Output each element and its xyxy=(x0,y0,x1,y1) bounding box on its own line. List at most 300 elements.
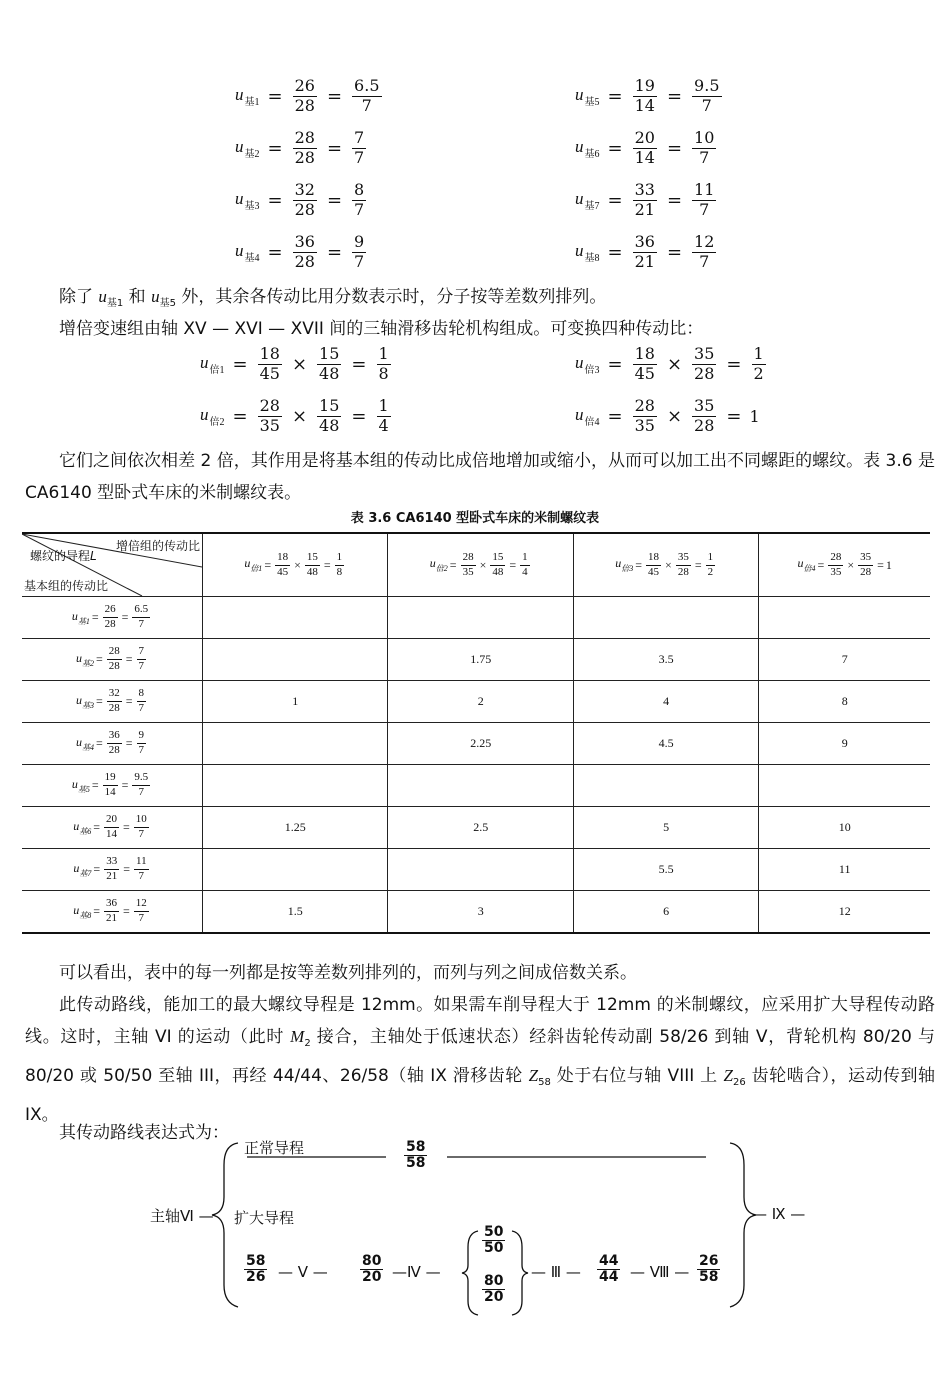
numerator: 28 xyxy=(634,396,655,415)
numerator: 32 xyxy=(294,180,315,199)
gear-fraction-50-50: 50 50 xyxy=(484,1224,504,1257)
equals-sign: = xyxy=(509,557,517,572)
denominator: 28 xyxy=(694,363,715,383)
denominator: 35 xyxy=(634,415,655,435)
table-row-header xyxy=(22,807,203,849)
numerator: 1 xyxy=(520,552,530,566)
equals-sign: = xyxy=(123,820,130,834)
denominator: 28 xyxy=(677,565,689,578)
fraction xyxy=(258,346,282,383)
table-cell: 12 xyxy=(759,891,930,934)
equals-sign: = xyxy=(694,557,702,572)
base-ratio-equation xyxy=(235,130,368,167)
equals-sign: = xyxy=(95,736,103,750)
numerator: 15 xyxy=(319,396,340,415)
table-fraction xyxy=(858,552,873,578)
equals-sign: = xyxy=(666,189,683,211)
numerator: 36 xyxy=(104,898,119,912)
ratio-subscript: 基2 xyxy=(244,148,260,160)
table-fraction xyxy=(104,856,119,882)
ratio-subscript: 倍1 xyxy=(250,564,263,573)
table-fraction xyxy=(107,688,122,714)
denominator: 4 xyxy=(522,565,528,578)
result-value: 1 xyxy=(885,557,892,572)
fraction xyxy=(633,130,657,167)
numerator: 26 xyxy=(103,604,118,618)
equals-sign: = xyxy=(607,189,623,211)
denominator: 7 xyxy=(138,702,145,714)
equals-sign: = xyxy=(121,778,129,792)
table-equation xyxy=(73,898,151,924)
times-sign: × xyxy=(479,557,487,572)
multiplier-ratio-equation xyxy=(575,398,760,435)
inner-left-brace xyxy=(462,1231,478,1315)
gear-fraction-80-20-a: 80 20 xyxy=(362,1253,382,1286)
ratio-symbol: $u_{基6}$ xyxy=(73,818,92,836)
fraction xyxy=(293,182,317,219)
numerator: 20 xyxy=(104,814,119,828)
denominator: 48 xyxy=(306,565,318,578)
equals-sign: = xyxy=(635,557,643,572)
ratio-subscript: 基1 xyxy=(77,616,90,626)
table-row-header xyxy=(22,639,203,681)
equals-sign: = xyxy=(607,85,623,107)
table-fraction xyxy=(335,552,345,578)
denominator: 28 xyxy=(294,95,315,115)
ratio-symbol: $u_{倍1}$ xyxy=(244,556,263,573)
table-header-cell xyxy=(759,533,930,597)
table-cell: 3 xyxy=(388,891,573,934)
denominator: 28 xyxy=(108,660,120,672)
ratio-symbol: $u_{基3}$ xyxy=(235,188,260,212)
ratio-subscript: 倍4 xyxy=(584,416,600,428)
corner-label-bottom: 基本组的传动比 xyxy=(24,579,109,593)
table-row xyxy=(22,891,930,934)
numerator: 7 xyxy=(137,646,147,660)
equals-sign: = xyxy=(232,353,248,375)
numerator: 7 xyxy=(354,128,365,147)
fraction xyxy=(317,346,341,383)
ratio-subscript: 倍1 xyxy=(209,364,225,376)
ratio-symbol: $u_{倍2}$ xyxy=(200,404,225,428)
table-fraction xyxy=(107,646,122,672)
table-row xyxy=(22,765,930,807)
equals-sign: = xyxy=(123,862,130,876)
times-sign: × xyxy=(294,557,301,572)
equals-sign: = xyxy=(666,137,683,159)
table-fraction xyxy=(107,730,122,756)
table-cell: 5 xyxy=(573,807,758,849)
fraction xyxy=(633,182,657,219)
table-cell xyxy=(388,597,573,639)
table-cell xyxy=(573,765,758,807)
equals-sign: = xyxy=(666,85,683,107)
fraction xyxy=(752,346,766,383)
equals-sign: = xyxy=(93,862,101,876)
gear-fraction-44-44: 44 44 xyxy=(599,1253,619,1286)
table-fraction xyxy=(137,646,147,672)
ratio-symbol: $u_{倍2}$ xyxy=(429,556,448,573)
ratio-subscript: 基2 xyxy=(81,658,94,668)
numerator: 35 xyxy=(676,552,691,566)
table-cell: 2.5 xyxy=(388,807,573,849)
denominator: 7 xyxy=(138,828,145,840)
table-fraction xyxy=(461,552,476,578)
equals-sign: = xyxy=(351,353,367,375)
table-cell xyxy=(203,765,388,807)
table-cell: 10 xyxy=(759,807,930,849)
table-equation xyxy=(615,552,717,578)
numerator: 26 xyxy=(294,76,315,95)
table-equation xyxy=(430,552,532,578)
ratio-subscript: 基7 xyxy=(79,868,92,878)
denominator: 2 xyxy=(753,363,764,383)
denominator: 35 xyxy=(830,565,842,578)
denominator: 28 xyxy=(108,702,120,714)
ratio-subscript: 基8 xyxy=(79,910,92,920)
paragraph-extended-path: 此传动路线，能加工的最大螺纹导程是 12mm。如果需车削导程大于 12mm 的米制螺纹，应采用扩大导程传动路线。这时，主轴 VI 的运动（此时 $M_2$ 接合，主轴处于低速状态）经斜齿轮传动副 58/26 到轴 V，背轮机构 80/20 与 80/20 或 50/50 至轴 III，再经 44/44、26/58（轴 IX 滑移齿轮 $Z_{58}$ 处于右位与轴 VIII 上 $Z_{26}$ 齿轮啮合），运动传到轴 IX。 xyxy=(25,995,935,1125)
fraction xyxy=(317,398,341,435)
normal-gear-fraction: 58 58 xyxy=(406,1139,426,1172)
fraction xyxy=(692,130,716,167)
denominator: 14 xyxy=(634,95,655,115)
numerator: 18 xyxy=(259,344,280,363)
ratio-symbol: $u_{倍3}$ xyxy=(615,556,634,573)
numerator: 9 xyxy=(354,232,365,251)
times-sign: × xyxy=(291,353,308,375)
table-cell xyxy=(759,765,930,807)
equals-sign: = xyxy=(91,610,99,624)
ratio-subscript: 基3 xyxy=(244,200,260,212)
shaft-v-label: — Ⅴ — xyxy=(278,1263,328,1281)
fraction xyxy=(352,78,381,115)
denominator: 45 xyxy=(259,363,280,383)
denominator: 45 xyxy=(277,565,289,578)
denominator: 45 xyxy=(648,565,660,578)
denominator: 14 xyxy=(634,147,655,167)
table-cell xyxy=(388,849,573,891)
ratio-subscript: 基5 xyxy=(584,96,600,108)
ratio-subscript: 倍2 xyxy=(209,416,225,428)
table-cell: 5.5 xyxy=(573,849,758,891)
table-fraction xyxy=(134,898,149,924)
denominator: 48 xyxy=(492,565,504,578)
denominator: 4 xyxy=(378,415,389,435)
equals-sign: = xyxy=(125,736,133,750)
table-cell: 4 xyxy=(573,681,758,723)
equals-sign: = xyxy=(607,353,623,375)
base-ratio-equation xyxy=(575,234,718,271)
table-fraction xyxy=(134,814,149,840)
table-row xyxy=(22,807,930,849)
denominator: 7 xyxy=(361,95,372,115)
ratio-subscript: 基6 xyxy=(79,826,92,836)
equals-sign: = xyxy=(121,610,129,624)
table-header-cell xyxy=(203,533,388,597)
ratio-subscript: 倍3 xyxy=(621,564,634,573)
equals-sign: = xyxy=(607,137,623,159)
ratio-subscript: 基1 xyxy=(244,96,260,108)
equals-sign: = xyxy=(726,405,742,427)
corner-label-symbol: L xyxy=(90,549,97,563)
result-value: 1 xyxy=(749,406,760,426)
times-sign: × xyxy=(666,405,683,427)
denominator: 35 xyxy=(259,415,280,435)
equals-sign: = xyxy=(607,405,623,427)
equals-sign: = xyxy=(93,820,100,834)
denominator: 7 xyxy=(138,786,145,798)
times-sign: × xyxy=(847,557,855,572)
numerator: 32 xyxy=(107,688,122,702)
numerator: 1 xyxy=(335,552,345,566)
numerator: 8 xyxy=(354,180,365,199)
inner-right-brace xyxy=(512,1231,528,1315)
numerator: 6.5 xyxy=(354,76,380,95)
equals-sign: = xyxy=(123,904,130,918)
denominator: 2 xyxy=(707,565,714,578)
numerator: 18 xyxy=(646,552,661,566)
equals-sign: = xyxy=(877,557,884,572)
fraction xyxy=(692,182,716,219)
ratio-subscript: 基6 xyxy=(584,148,600,160)
equals-sign: = xyxy=(125,694,133,708)
gear-fraction-80-20-b: 80 20 xyxy=(484,1273,504,1306)
fraction xyxy=(293,78,317,115)
table-cell: 3.5 xyxy=(573,639,758,681)
base-ratio-equation xyxy=(235,78,384,115)
numerator: 15 xyxy=(490,552,505,566)
denominator: 7 xyxy=(699,147,710,167)
table-cell: 9 xyxy=(759,723,930,765)
table-cell xyxy=(388,765,573,807)
fraction xyxy=(352,182,366,219)
equals-sign: = xyxy=(817,557,825,572)
table-row-header xyxy=(22,891,203,934)
table-equation xyxy=(76,688,148,714)
ratio-symbol: $u_{基6}$ xyxy=(575,136,600,160)
table-row-header xyxy=(22,597,203,639)
paragraph-observation: 可以看出，表中的每一列都是按等差数列排列的，而列与列之间成倍数关系。 xyxy=(59,963,637,983)
ratio-symbol: $u_{基3}$ xyxy=(75,692,94,710)
denominator: 35 xyxy=(462,565,474,578)
ratio-symbol: $u_{基5}$ xyxy=(575,84,600,108)
table-row-header xyxy=(22,681,203,723)
numerator: 19 xyxy=(634,76,655,95)
equals-sign: = xyxy=(264,557,272,572)
ratio-symbol: $u_{基2}$ xyxy=(75,650,94,668)
ratio-subscript: 倍3 xyxy=(584,364,600,376)
base-ratio-equation xyxy=(235,234,368,271)
numerator: 18 xyxy=(634,344,655,363)
base-ratio-equation xyxy=(575,78,724,115)
equals-sign: = xyxy=(125,652,133,666)
equals-sign: = xyxy=(267,189,283,211)
table-equation xyxy=(76,646,148,672)
numerator: 11 xyxy=(694,180,715,199)
ratio-symbol: $u_{基1}$ xyxy=(71,608,90,626)
table-equation xyxy=(73,814,151,840)
table-row xyxy=(22,681,930,723)
table-fraction xyxy=(520,552,530,578)
table-equation xyxy=(73,856,150,882)
numerator: 28 xyxy=(107,646,122,660)
table-cell xyxy=(573,597,758,639)
diagram-lines xyxy=(0,1135,950,1325)
times-sign: × xyxy=(665,557,672,572)
denominator: 7 xyxy=(699,199,710,219)
base-ratio-equation xyxy=(575,130,718,167)
table-fraction xyxy=(132,604,150,630)
numerator: 15 xyxy=(319,344,340,363)
table-fraction xyxy=(490,552,505,578)
ratio-symbol: $u_{倍4}$ xyxy=(575,404,600,428)
denominator: 7 xyxy=(354,147,365,167)
denominator: 28 xyxy=(294,147,315,167)
table-fraction xyxy=(104,898,119,924)
paragraph-expression-intro: 其传动路线表达式为： xyxy=(59,1123,229,1143)
table-equation xyxy=(798,552,892,578)
table-cell: 1.75 xyxy=(388,639,573,681)
denominator: 45 xyxy=(634,363,655,383)
equals-sign: = xyxy=(93,904,100,918)
table-corner-cell xyxy=(22,533,203,597)
table-cell: 2.25 xyxy=(388,723,573,765)
numerator: 20 xyxy=(634,128,655,147)
numerator: 35 xyxy=(858,552,873,566)
ratio-symbol: $u_{基7}$ xyxy=(575,188,600,212)
denominator: 7 xyxy=(138,744,145,756)
shaft-iii-label: — Ⅲ — xyxy=(531,1263,581,1281)
table-equation xyxy=(72,604,152,630)
shaft-ix-label: — Ⅸ — xyxy=(752,1205,806,1223)
denominator: 7 xyxy=(138,870,145,882)
fraction xyxy=(352,234,366,271)
equals-sign: = xyxy=(326,85,343,107)
ratio-symbol: $u_{倍4}$ xyxy=(797,556,816,573)
denominator: 28 xyxy=(294,251,315,271)
times-sign: × xyxy=(291,405,308,427)
denominator: 21 xyxy=(634,199,655,219)
equals-sign: = xyxy=(267,241,283,263)
denominator: 28 xyxy=(694,415,715,435)
table-row-header xyxy=(22,765,203,807)
spindle-label: 主轴Ⅵ — xyxy=(150,1207,214,1225)
denominator: 21 xyxy=(106,912,117,924)
fraction xyxy=(293,234,317,271)
numerator: 9.5 xyxy=(132,772,150,786)
ratio-subscript: 基5 xyxy=(77,784,90,794)
paragraph-table-intro: 它们之间依次相差 2 倍，其作用是将基本组的传动比成倍地增加或缩小，从而可以加工出不同螺距的螺纹。表 3.6 是 CA6140 型卧式车床的米制螺纹表。 xyxy=(25,451,935,503)
equals-sign: = xyxy=(607,241,623,263)
denominator: 28 xyxy=(860,565,872,578)
fraction xyxy=(633,234,657,271)
table-cell: 8 xyxy=(759,681,930,723)
fraction xyxy=(692,78,721,115)
table-cell: 11 xyxy=(759,849,930,891)
denominator: 21 xyxy=(106,870,118,882)
transmission-route-diagram xyxy=(0,1135,950,1325)
denominator: 28 xyxy=(104,618,116,630)
numerator: 28 xyxy=(294,128,315,147)
table-row-header xyxy=(22,723,203,765)
times-sign: × xyxy=(666,353,683,375)
numerator: 28 xyxy=(259,396,280,415)
multiplier-ratio-equation xyxy=(575,346,768,383)
numerator: 35 xyxy=(694,396,715,415)
denominator: 7 xyxy=(354,251,365,271)
ratio-symbol: $u_{基1}$ xyxy=(235,84,260,108)
table-cell: 7 xyxy=(759,639,930,681)
table-row xyxy=(22,597,930,639)
fraction xyxy=(633,398,657,435)
equals-sign: = xyxy=(449,557,457,572)
fraction xyxy=(692,234,716,271)
table-equation xyxy=(244,552,346,578)
equals-sign: = xyxy=(351,405,367,427)
paragraph-multiplier-intro: 增倍变速组由轴 XV — XVI — XVII 间的三轴滑移齿轮机构组成。可变换四种传动比： xyxy=(59,319,704,339)
table-header-cell xyxy=(573,533,758,597)
ratio-subscript: 倍2 xyxy=(435,564,448,573)
base-ratio-equation xyxy=(235,182,368,219)
equals-sign: = xyxy=(666,241,683,263)
table-header-cell xyxy=(388,533,573,597)
numerator: 12 xyxy=(134,898,149,912)
numerator: 1 xyxy=(753,344,764,363)
denominator: 48 xyxy=(319,363,340,383)
numerator: 19 xyxy=(103,772,118,786)
table-cell xyxy=(759,597,930,639)
equals-sign: = xyxy=(323,557,331,572)
denominator: 28 xyxy=(108,744,120,756)
table-cell: 6 xyxy=(573,891,758,934)
denominator: 7 xyxy=(138,618,145,630)
table-fraction xyxy=(646,552,661,578)
table-fraction xyxy=(137,688,147,714)
ratio-symbol: $u_{基8}$ xyxy=(575,240,600,264)
ratio-symbol: $u_{基8}$ xyxy=(73,902,92,920)
fraction xyxy=(377,398,391,435)
table-fraction xyxy=(828,552,843,578)
denominator: 7 xyxy=(354,199,365,219)
shaft-viii-label: — Ⅷ — xyxy=(630,1263,690,1281)
fraction xyxy=(293,130,317,167)
corner-label-middle: 螺纹的导程L xyxy=(30,549,97,563)
ratio-symbol: $u_{基5}$ xyxy=(71,776,90,794)
numerator: 10 xyxy=(134,814,149,828)
numerator: 33 xyxy=(104,856,119,870)
denominator: 14 xyxy=(106,828,117,840)
numerator: 35 xyxy=(694,344,715,363)
numerator: 6.5 xyxy=(132,604,150,618)
ratio-symbol: $u_{倍1}$ xyxy=(200,352,225,376)
table-equation xyxy=(72,772,152,798)
paragraph-base-note: 除了 $u_{基1}$ 和 $u_{基5}$ 外，其余各传动比用分数表示时，分子按等差数列排列。 xyxy=(59,287,607,309)
shaft-iv-label: —Ⅳ — xyxy=(392,1263,441,1281)
normal-lead-label: 正常导程 xyxy=(244,1139,305,1157)
table-fraction xyxy=(137,730,147,756)
table-cell: 2 xyxy=(388,681,573,723)
fraction xyxy=(377,346,391,383)
table-equation xyxy=(76,730,148,756)
numerator: 28 xyxy=(461,552,476,566)
table-fraction xyxy=(275,552,290,578)
corner-diagonal xyxy=(22,534,202,596)
equals-sign: = xyxy=(267,137,283,159)
ratio-subscript: 基7 xyxy=(584,200,600,212)
equals-sign: = xyxy=(326,137,343,159)
multiplier-ratio-equation xyxy=(200,398,393,435)
numerator: 1 xyxy=(706,552,716,566)
